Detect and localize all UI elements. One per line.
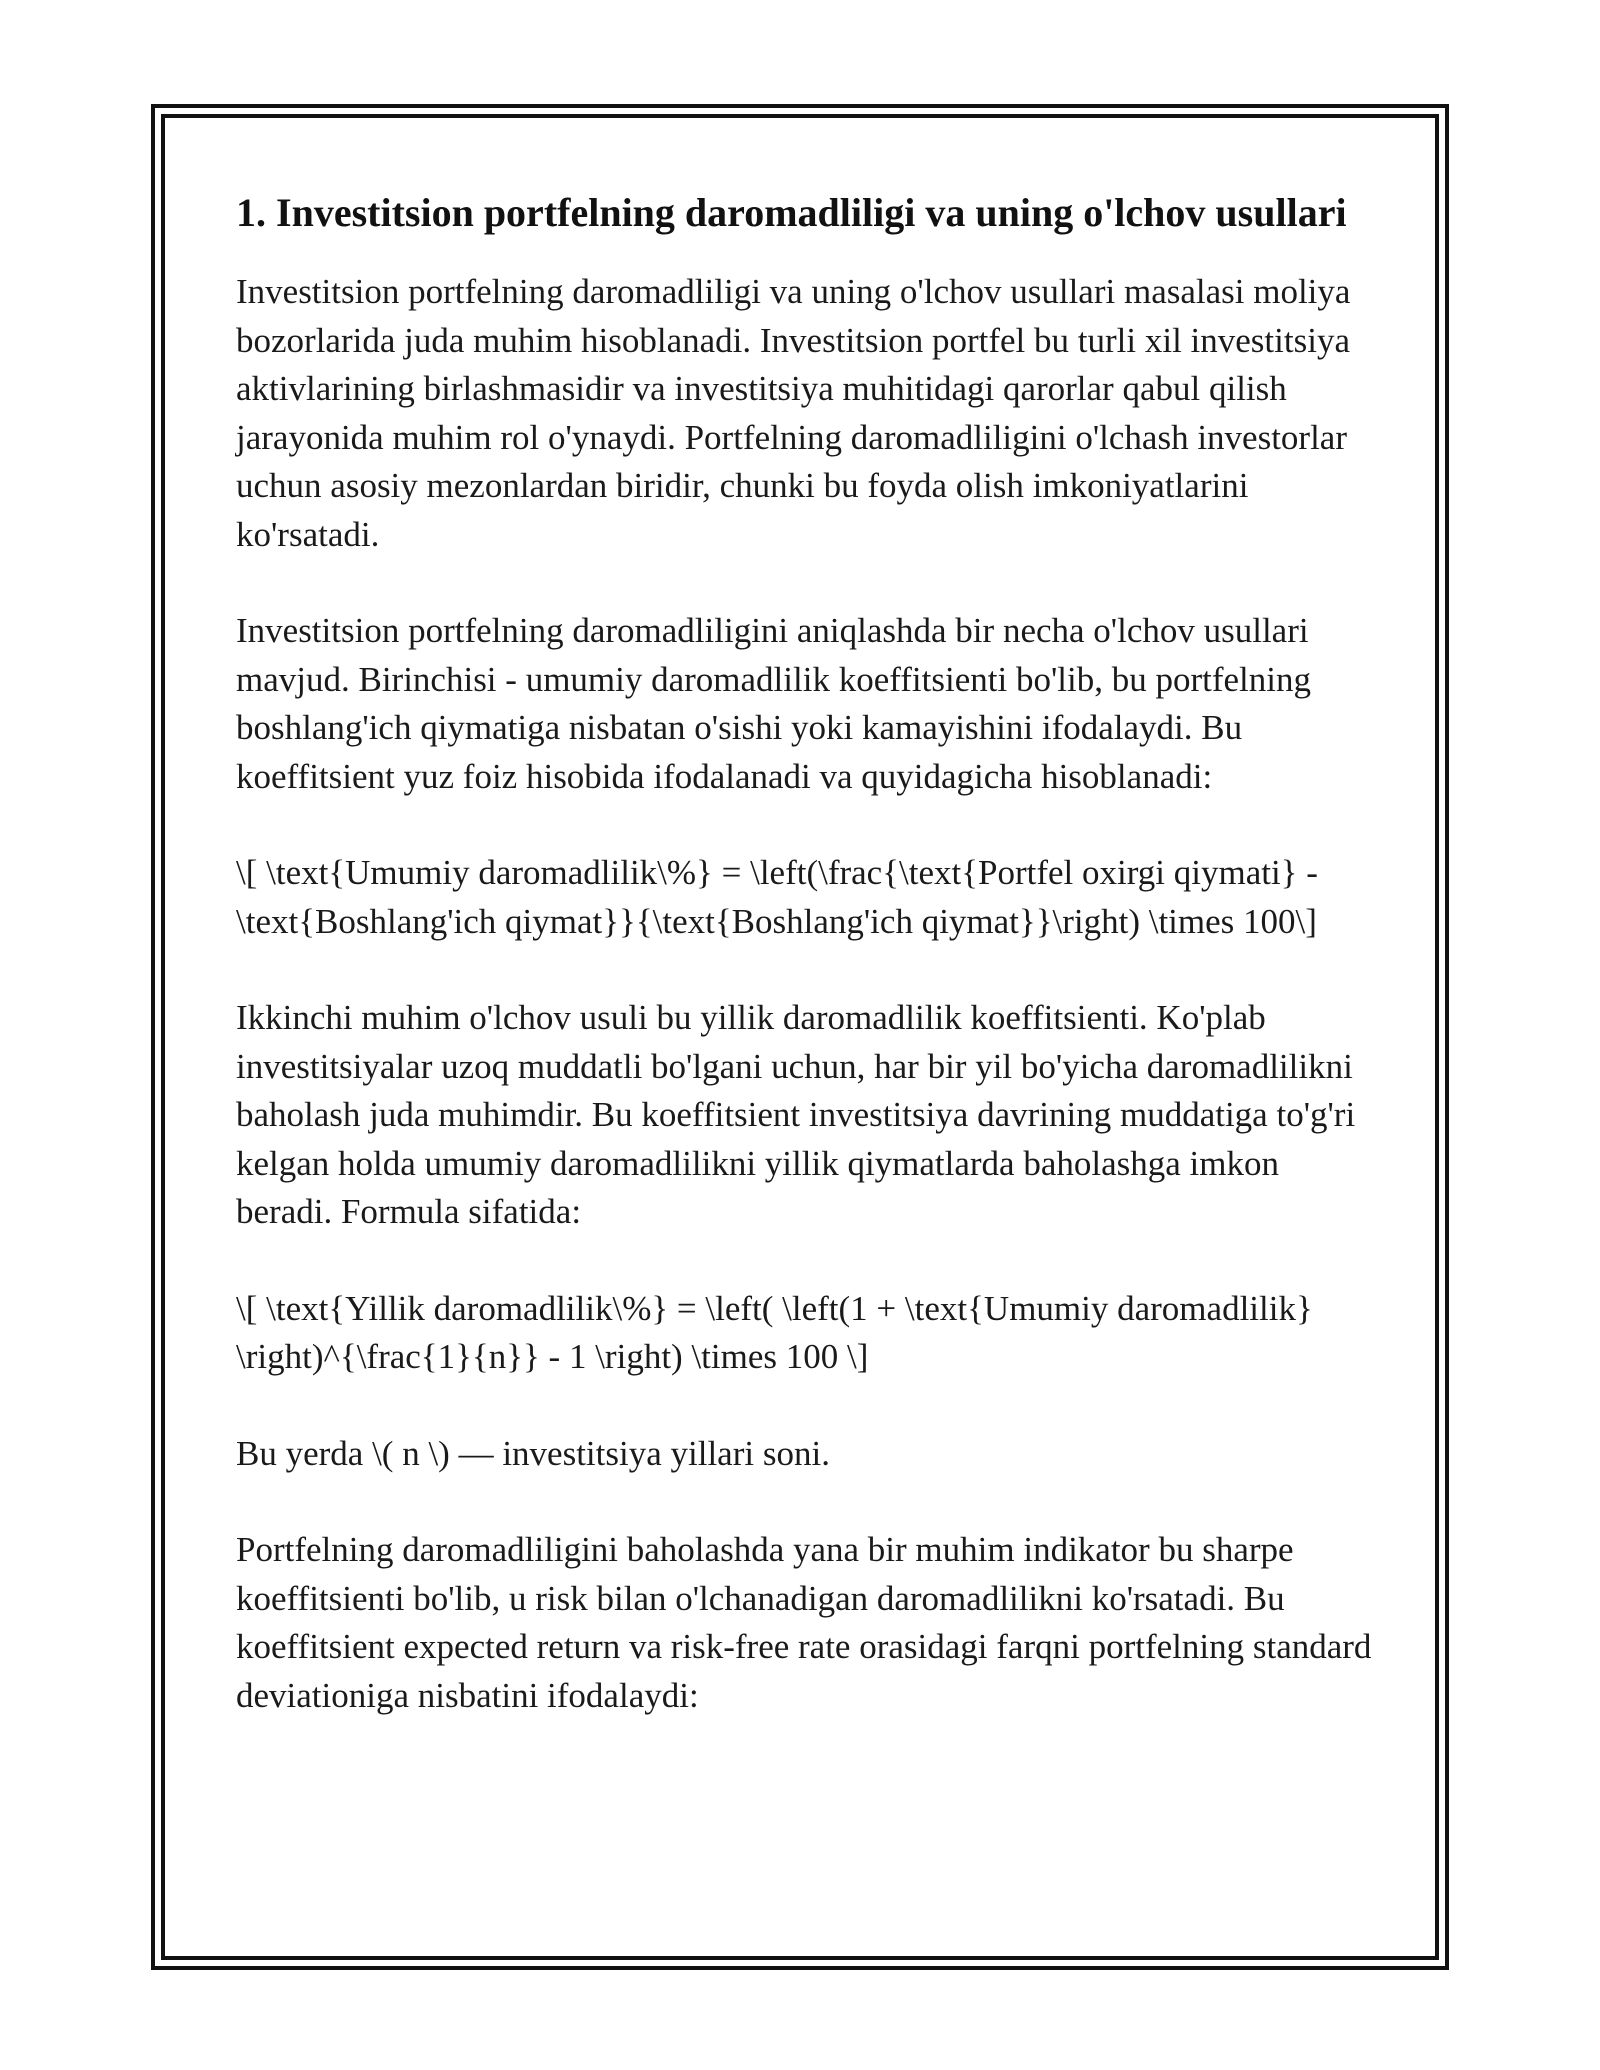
- formula-annual-return: \[ \text{Yillik daromadlilik\%} = \left( \left(1 + \text{Umumiy daromadlilik} \right)^{\frac{1}{n}} - 1 \right) \times 100 \]: [236, 1288, 1313, 1376]
- paragraph-intro: Investitsion portfelning daromadliligi va uning o'lchov usullari masalasi moliya bozorlarida juda muhim hisoblanadi. Investitsion portfel bu turli xil investitsiya aktivlarining birlashmasidir va investitsiya muhitidagi qarorlar qabul qilish jarayonida muhim rol o'ynaydi. Portfelning daromadliligini o'lchash investorlar uchun asosiy mezonlardan biridir, chunki bu foyda olish imkoniyatlarini ko'rsatadi.: [236, 272, 1351, 554]
- paragraph-variable-note: Bu yerda \( n \) — investitsiya yillari soni.: [236, 1433, 830, 1473]
- paragraph-sharpe: Portfelning daromadliligini baholashda yana bir muhim indikator bu sharpe koeffitsienti bo'lib, u risk bilan o'lchanadigan daromadlilikni ko'rsatadi. Bu koeffitsient expected return va risk-free rate orasidagi farqni portfelning standard deviationiga nisbatini ifodalaydi:: [236, 1530, 1372, 1715]
- section-heading: 1. Investitsion portfelning daromadliligi va uning o'lchov usullari: [236, 190, 1347, 235]
- paragraph-annual-return: Ikkinchi muhim o'lchov usuli bu yillik daromadlilik koeffitsienti. Ko'plab investitsiyalar uzoq muddatli bo'lgani uchun, har bir yil bo'yicha daromadlilikni baholash juda muhimdir. Bu koeffitsient investitsiya davrining muddatiga to'g'ri kelgan holda umumiy daromadlilikni yillik qiymatlarda baholashga imkon beradi. Formula sifatida:: [236, 998, 1356, 1231]
- formula-total-return: \[ \text{Umumiy daromadlilik\%} = \left(\frac{\text{Portfel oxirgi qiymati} - \text{Boshlang'ich qiymat}}{\text{Boshlang'ich qiymat}}\right) \times 100\]: [236, 853, 1318, 941]
- document-body: [236, 186, 1376, 1768]
- paragraph-methods: Investitsion portfelning daromadliligini aniqlashda bir necha o'lchov usullari mavjud. Birinchisi - umumiy daromadlilik koeffitsienti bo'lib, bu portfelning boshlang'ich qiymatiga nisbatan o'sishi yoki kamayishini ifodalaydi. Bu koeffitsient yuz foiz hisobida ifodalanadi va quyidagicha hisoblanadi:: [236, 611, 1311, 796]
